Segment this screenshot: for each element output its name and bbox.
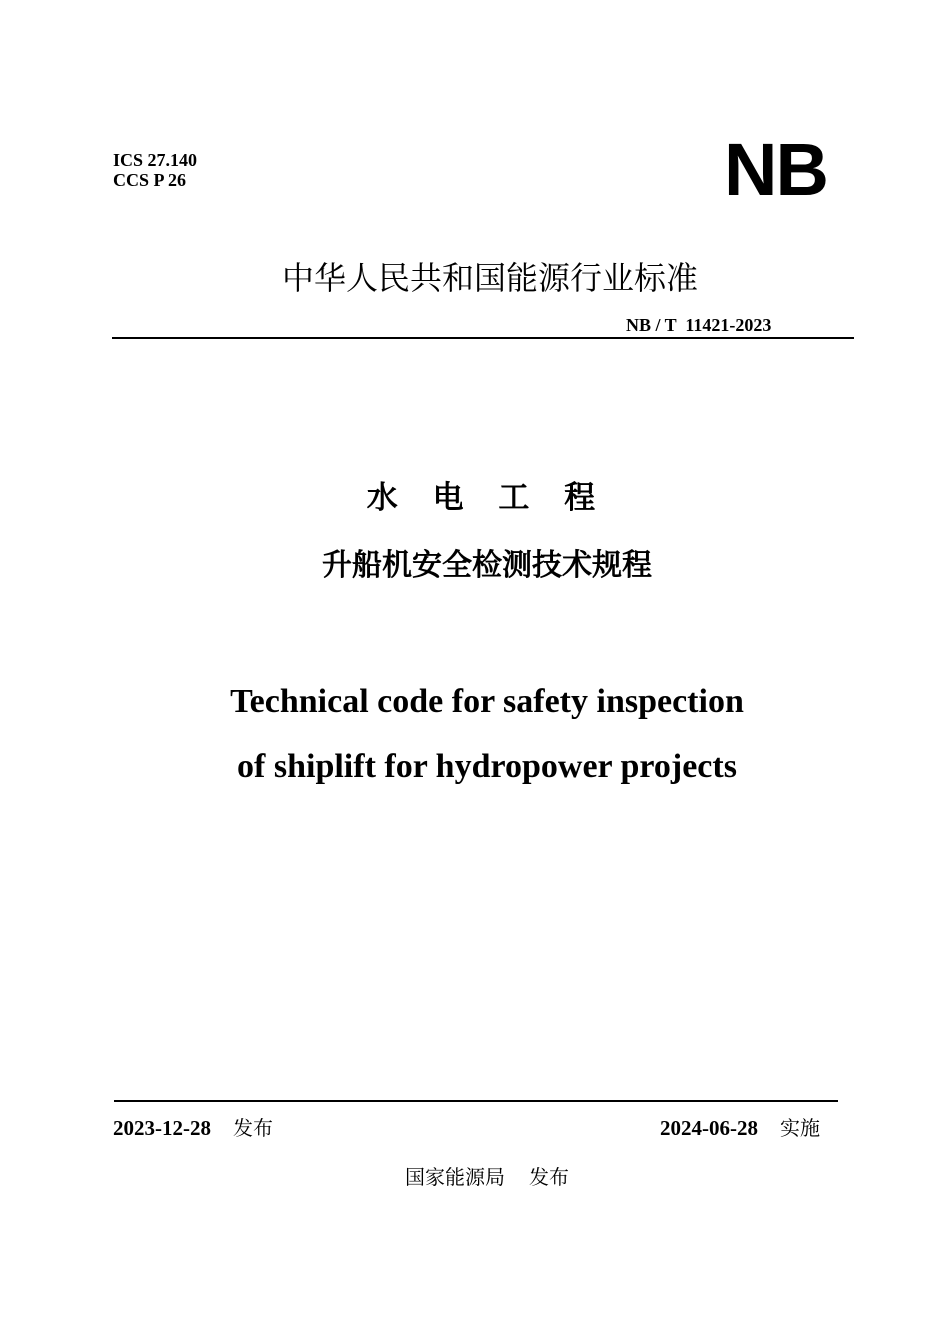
issue-date-block [113, 1113, 273, 1143]
chinese-title-line-2: 升船机安全检测技术规程 [322, 548, 652, 583]
publisher-label: 发布 [529, 1165, 569, 1189]
ccs-code: CCS P 26 [113, 170, 187, 190]
standard-number: NB / T 11421-2023 [626, 315, 772, 335]
publisher-line [0, 1162, 950, 1192]
ics-code: ICS 27.140 [113, 150, 198, 170]
nb-logo: NB [724, 128, 827, 211]
bottom-divider [114, 1100, 838, 1102]
chinese-title-line-1: 水 电 工 程 [366, 480, 608, 516]
top-divider [112, 337, 854, 339]
issue-date: 2023-12-28 [113, 1116, 211, 1140]
implementation-date-block [660, 1113, 820, 1143]
classification-codes [113, 150, 197, 190]
industry-standard-title: 中华人民共和国能源行业标准 [281, 259, 698, 297]
implementation-date: 2024-06-28 [660, 1116, 758, 1140]
issue-label: 发布 [233, 1116, 273, 1140]
english-title-line-2: of shiplift for hydropower projects [237, 748, 737, 785]
implementation-label: 实施 [780, 1116, 820, 1140]
publisher-name: 国家能源局 [405, 1165, 505, 1189]
english-title-line-1: Technical code for safety inspection [230, 683, 744, 720]
